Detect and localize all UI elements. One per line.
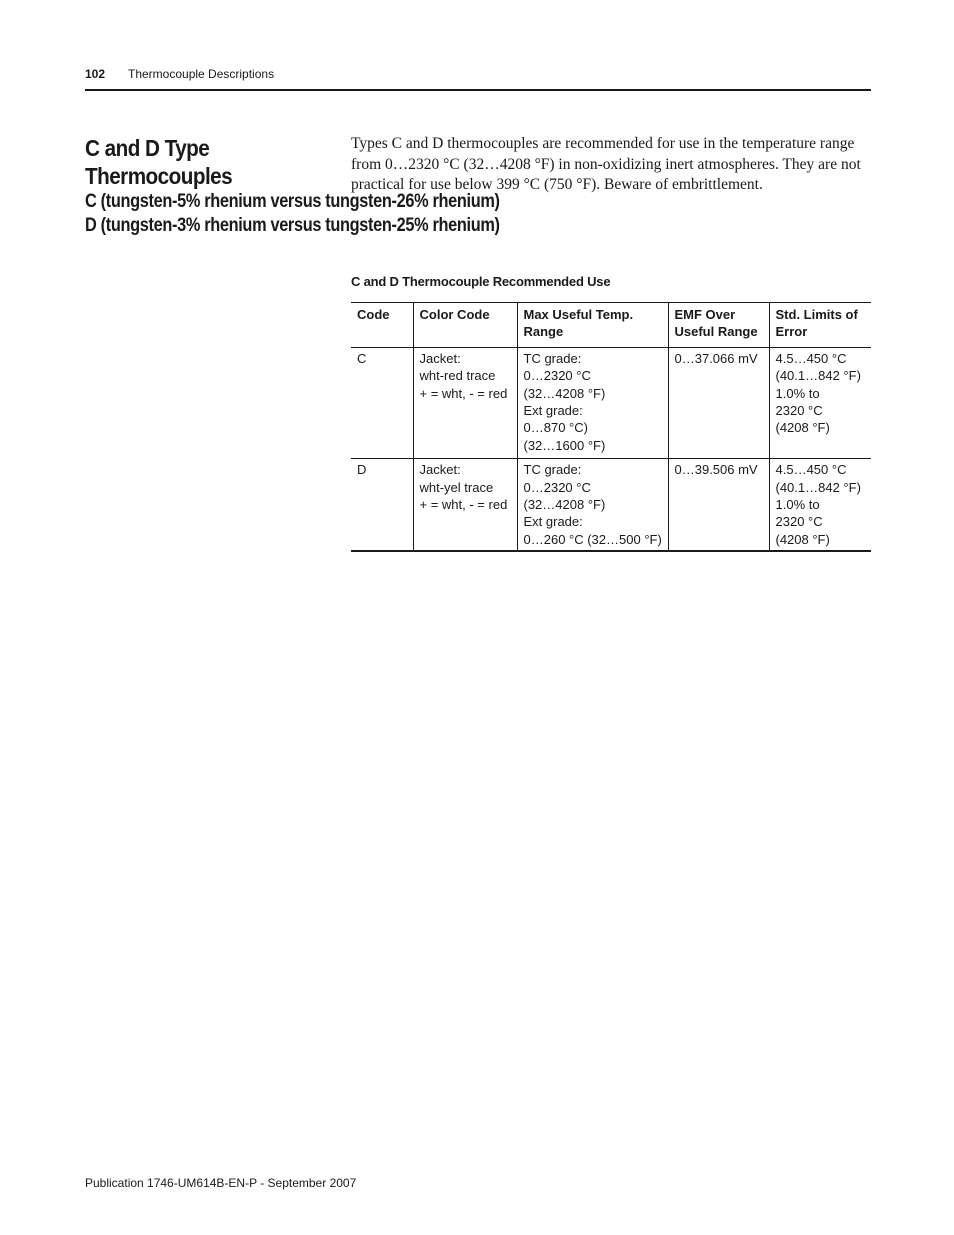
cell-emf: 0…39.506 mV (668, 459, 769, 552)
cell-code: D (351, 459, 413, 552)
section-title: C and D Type Thermocouples (85, 135, 233, 189)
cell-line: (32…4208 °F) (523, 497, 606, 513)
cell-line: (40.1…842 °F) (775, 368, 861, 384)
header-code: Code (351, 303, 413, 348)
cell-line: TC grade: (523, 350, 582, 366)
cell-max-temp (517, 347, 668, 458)
cell-line: 2320 °C (775, 403, 823, 419)
page-number: 102 (85, 67, 106, 81)
intro-paragraph: Types C and D thermocouples are recommended for use in the temperature range from 0…2320 °C (32…4208 °F) in non-oxidizing inert atmospheres. They are not practical for use below 399 °C (750 °F). Beware of embrittlement. (351, 135, 861, 193)
cell-line: 0…870 °C) (523, 420, 588, 436)
cell-line: 2320 °C (775, 514, 823, 530)
cell-line: Ext grade: (523, 514, 583, 530)
running-head: Thermocouple Descriptions (128, 67, 275, 81)
cell-line: 0…260 °C (32…500 °F) (523, 531, 662, 547)
cell-line: 0…2320 °C (523, 479, 591, 495)
subheading-type-d: D (tungsten-3% rhenium versus tungsten-25% rhenium) (85, 215, 500, 236)
cell-line: Jacket: (419, 462, 461, 478)
table-header-row (351, 303, 871, 348)
subheading-type-c: C (tungsten-5% rhenium versus tungsten-26% rhenium) (85, 191, 500, 212)
cell-line: (32…4208 °F) (523, 385, 606, 401)
header-limits: Std. Limits of Error (769, 303, 871, 348)
cell-line: 1.0% to (775, 385, 820, 401)
cell-line: 4.5…450 °C (775, 462, 847, 478)
cell-line: 1.0% to (775, 497, 820, 513)
cell-line: 4.5…450 °C (775, 350, 847, 366)
publication-footer: Publication 1746-UM614B-EN-P - September 2007 (85, 1176, 357, 1190)
cell-max-temp (517, 459, 668, 552)
cell-line: (4208 °F) (775, 420, 830, 436)
cell-color-code (413, 459, 517, 552)
cell-line: (32…1600 °F) (523, 437, 606, 453)
cell-line: wht-red trace (419, 368, 496, 384)
recommended-use-table (351, 302, 871, 552)
table-caption: C and D Thermocouple Recommended Use (351, 274, 611, 289)
cell-code: C (357, 350, 367, 366)
header-color-code: Color Code (413, 303, 517, 348)
header-rule (85, 89, 871, 91)
cell-line: + = wht, - = red (419, 385, 508, 401)
cell-limits (769, 459, 871, 552)
cell-line: 0…2320 °C (523, 368, 591, 384)
cell-line: (4208 °F) (775, 531, 830, 547)
cell-limits (769, 347, 871, 458)
cell-emf: 0…37.066 mV (668, 347, 769, 458)
cell-color-code (413, 347, 517, 458)
cell-line: (40.1…842 °F) (775, 479, 861, 495)
cell-line: TC grade: (523, 462, 582, 478)
cell-line: + = wht, - = red (419, 497, 508, 513)
cell-line: Ext grade: (523, 403, 583, 419)
cell-line: wht-yel trace (419, 479, 494, 495)
table-row (351, 459, 871, 552)
header-emf: EMF Over Useful Range (668, 303, 769, 348)
side-headings (85, 134, 500, 239)
header-max-temp: Max Useful Temp. Range (517, 303, 668, 348)
table-row (351, 347, 871, 458)
cell-line: Jacket: (419, 350, 461, 366)
